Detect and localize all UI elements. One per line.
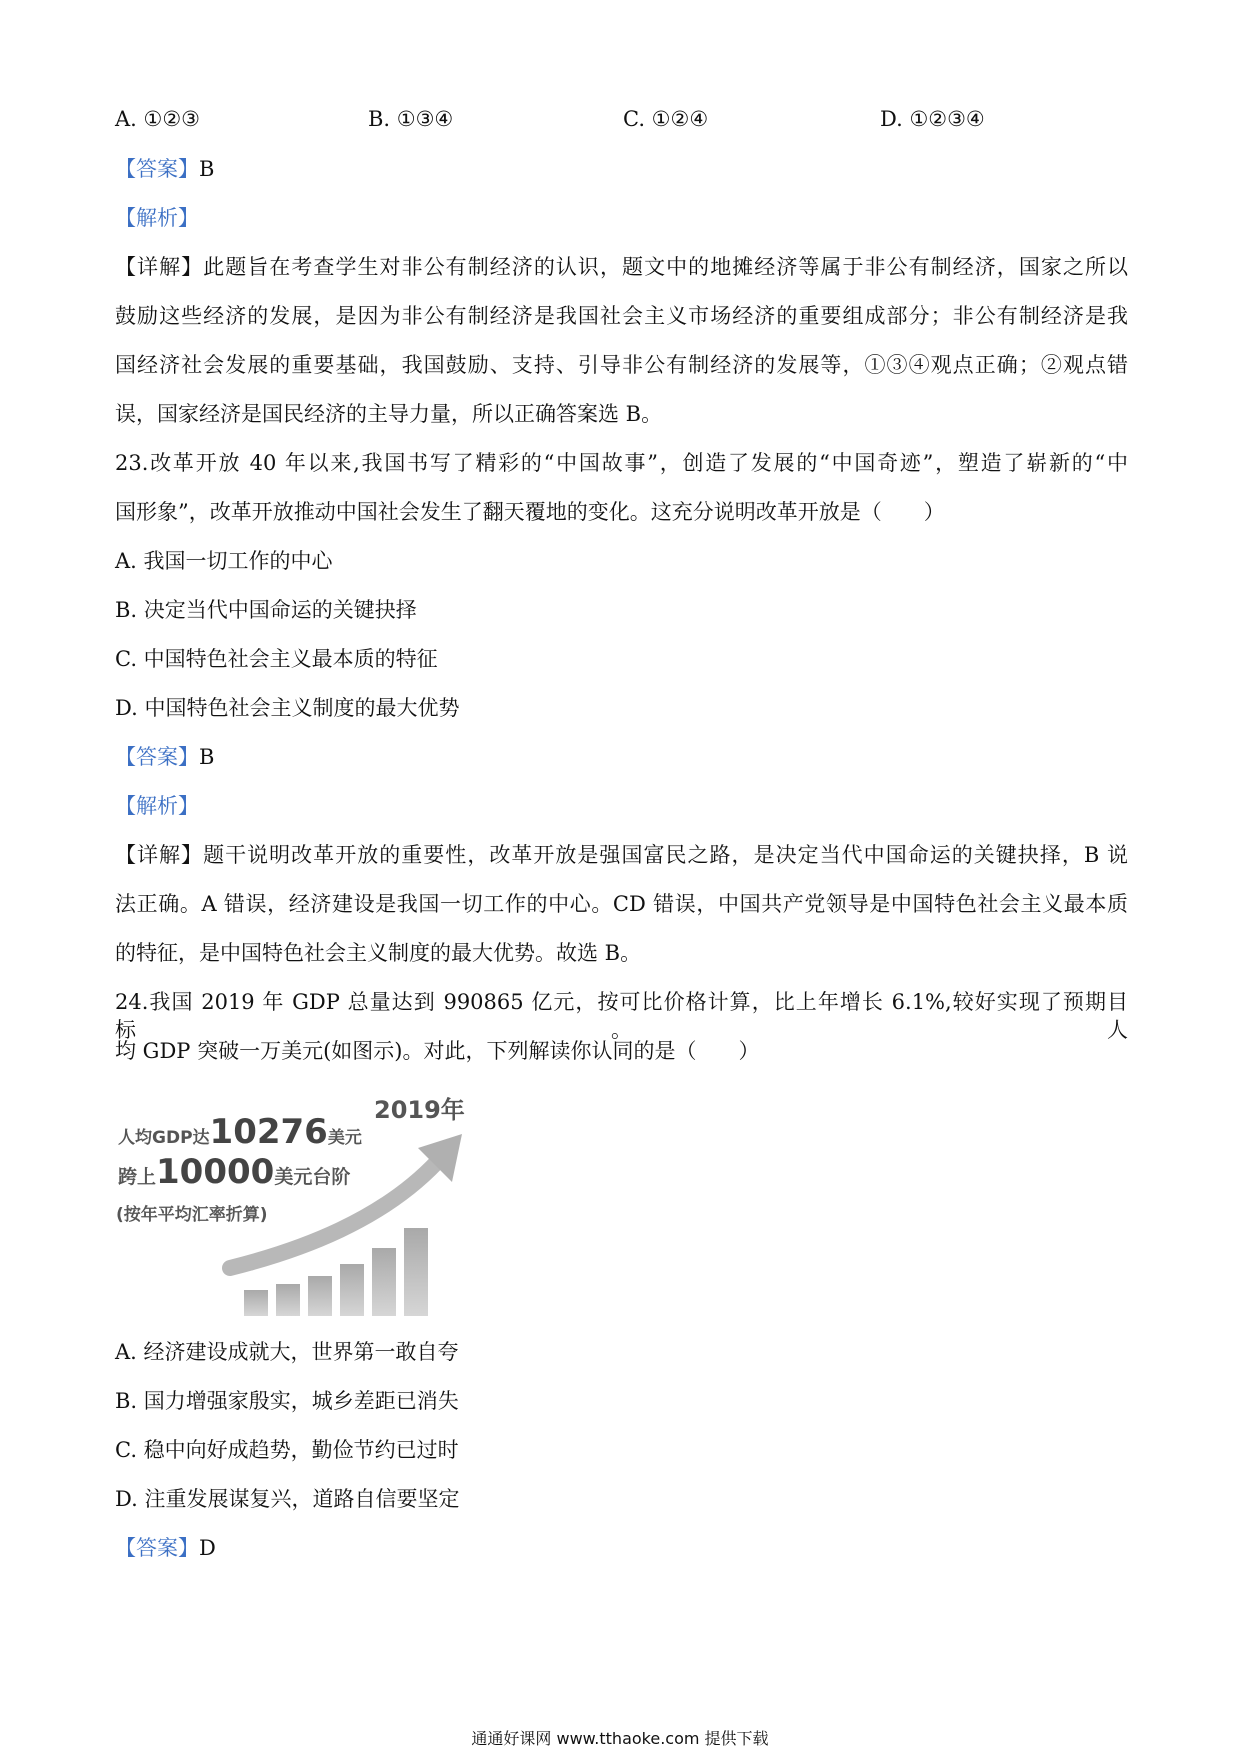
q22-option-d: D. ①②③④ [880,107,985,131]
q23-option-a: A. 我国一切工作的中心 [115,549,333,573]
figure-line1 [118,1112,362,1152]
q22-detail-line: 误，国家经济是国民经济的主导力量，所以正确答案选 B。 [115,402,663,426]
q24-option-a: A. 经济建设成就大，世界第一敢自夸 [115,1340,459,1364]
q24-option-d: D. 注重发展谋复兴，道路自信要坚定 [115,1487,460,1511]
figure-line2-number: 10000 [156,1152,275,1192]
q23-stem-line: 国形象”，改革开放推动中国社会发生了翻天覆地的变化。这充分说明改革开放是（ ） [115,500,945,524]
figure-line2-suffix: 美元台阶 [274,1166,351,1188]
q23-detail-line: 的特征，是中国特色社会主义制度的最大优势。故选 B。 [115,941,642,965]
q24-stem-line: 24.我国 2019 年 GDP 总量达到 990865 亿元，按可比价格计算，比上年增长 6.1%,较好实现了预期目标。人 [115,990,1128,1042]
answer-tag: 【答案】 [115,745,199,769]
q24-option-c: C. 稳中向好成趋势，勤俭节约已过时 [115,1438,459,1462]
q22-detail-line: 国经济社会发展的重要基础，我国鼓励、支持、引导非公有制经济的发展等，①③④观点正确；②观点错 [115,353,1128,377]
page-footer: 通通好课网 www.tthaoke.com 提供下载 [471,1729,769,1748]
figure-line2 [118,1152,350,1192]
q24-option-b: B. 国力增强家殷实，城乡差距已消失 [115,1389,459,1413]
gdp-figure [112,1090,472,1320]
q23-option-b: B. 决定当代中国命运的关键抉择 [115,598,417,622]
q23-detail-line: 法正确。A 错误，经济建设是我国一切工作的中心。CD 错误，中国共产党领导是中国特色社会主义最本质 [115,892,1128,916]
figure-year: 2019年 [374,1096,465,1124]
q22-detail-line: 鼓励这些经济的发展，是因为非公有制经济是我国社会主义市场经济的重要组成部分；非公有制经济是我 [115,304,1128,328]
q23-stem-line: 23.改革开放 40 年以来,我国书写了精彩的“中国故事”，创造了发展的“中国奇迹”，塑造了崭新的“中 [115,451,1128,475]
q22-options [0,0,1240,131]
q22-answer [115,155,214,183]
q22-option-a: A. ①②③ [115,107,200,131]
answer-tag: 【答案】 [115,157,199,181]
q24-stem-line: 均 GDP 突破一万美元(如图示)。对此，下列解读你认同的是（ ） [115,1039,760,1063]
figure-line1-suffix: 美元 [327,1128,362,1148]
rising-bars-icon [244,1228,428,1316]
figure-line1-prefix: 人均GDP达 [118,1128,210,1148]
q22-analysis-tag: 【解析】 [115,206,199,230]
figure-line2-prefix: 跨上 [118,1166,157,1188]
q24-answer [115,1534,216,1562]
q22-option-c: C. ①②④ [623,107,709,131]
figure-line3: (按年平均汇率折算) [116,1205,268,1225]
q23-detail-line: 【详解】题干说明改革开放的重要性，改革开放是强国富民之路，是决定当代中国命运的关键抉择，B 说 [115,843,1128,867]
q23-analysis-tag: 【解析】 [115,794,199,818]
q23-option-d: D. 中国特色社会主义制度的最大优势 [115,696,460,720]
q22-detail-line: 【详解】此题旨在考查学生对非公有制经济的认识，题文中的地摊经济等属于非公有制经济，国家之所以 [115,255,1128,279]
answer-tag: 【答案】 [115,1536,199,1560]
q23-option-c: C. 中国特色社会主义最本质的特征 [115,647,438,671]
answer-value: B [199,745,215,769]
answer-value: B [199,157,215,181]
figure-line1-number: 10276 [209,1112,328,1152]
q23-answer [115,743,214,771]
q22-option-b: B. ①③④ [368,107,454,131]
answer-value: D [199,1536,216,1560]
